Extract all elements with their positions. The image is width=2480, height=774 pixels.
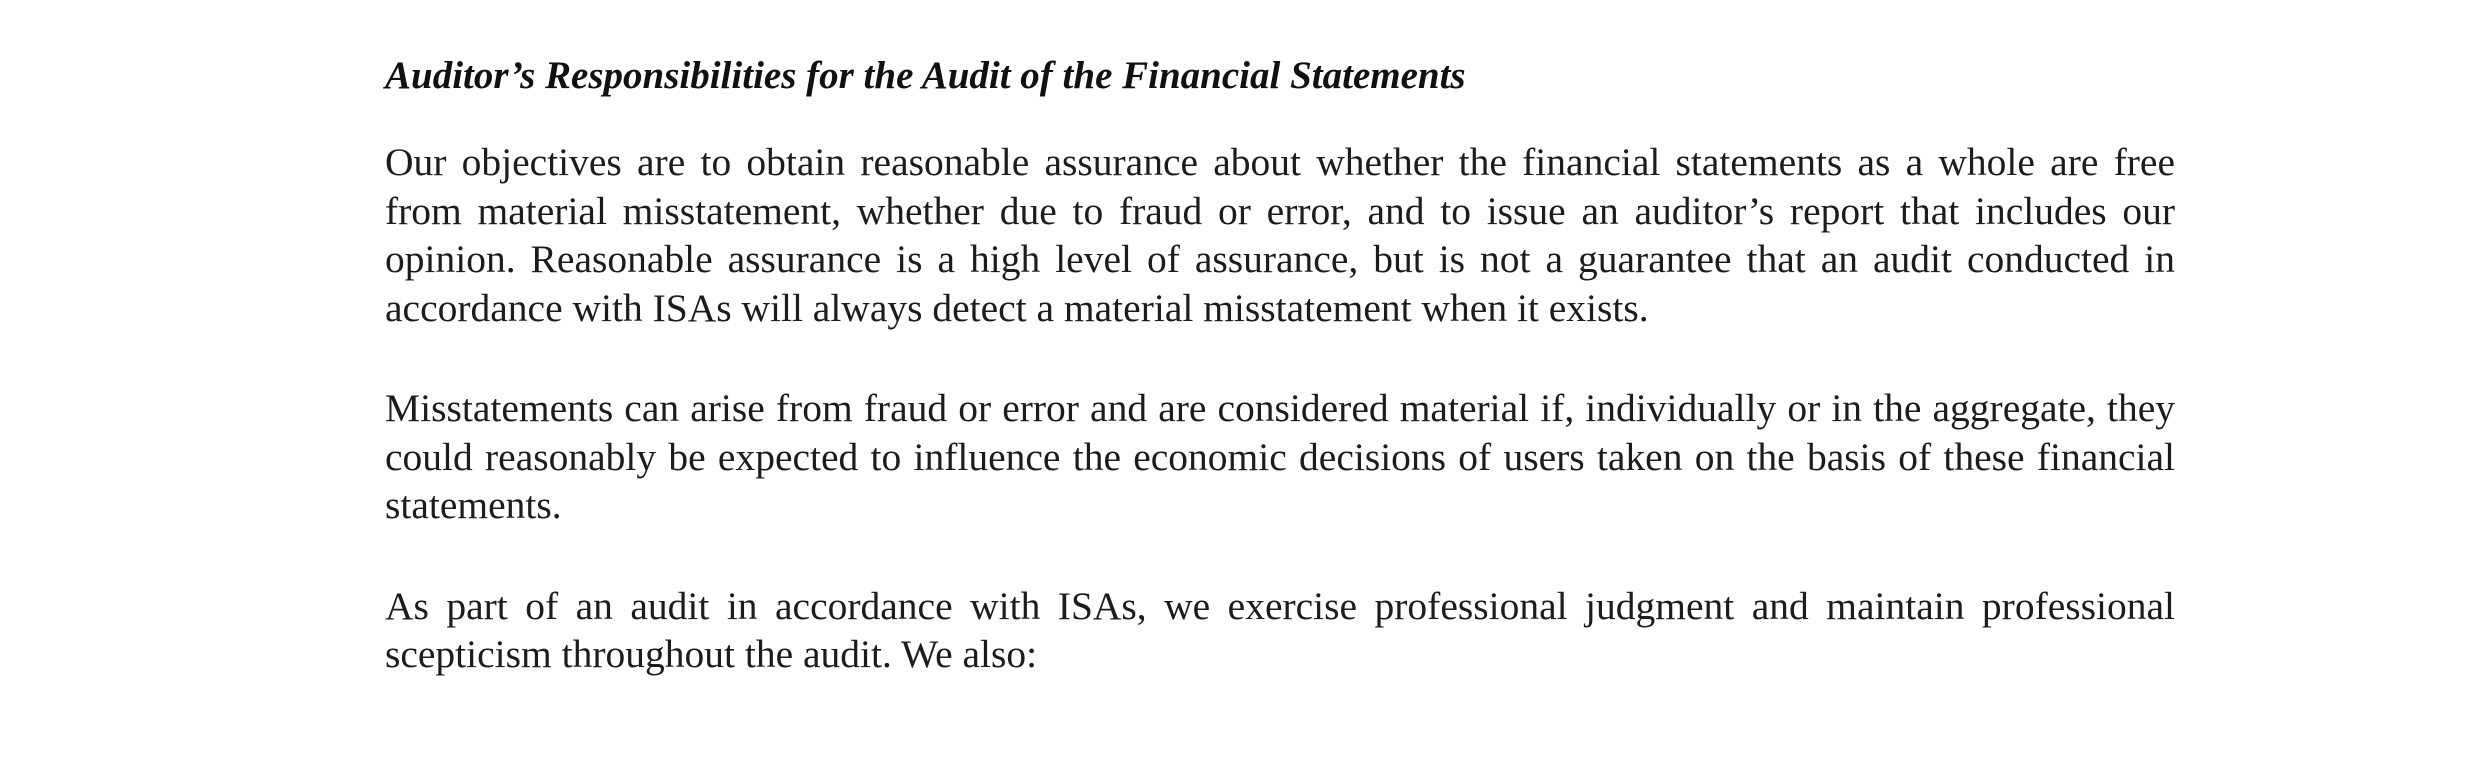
document-page (385, 52, 2175, 679)
section-heading: Auditor’s Responsibilities for the Audit of the Financial Statements (385, 54, 1466, 97)
paragraph-audit-approach: As part of an audit in accordance with ISAs, we exercise professional judgment and maintain professional scepticism throughout the audit. We also: (385, 583, 2175, 676)
paragraph-objectives: Our objectives are to obtain reasonable assurance about whether the financial statements as a whole are free from material misstatement, whether due to fraud or error, and to issue an auditor’s report that includes our opinion. Reasonable assurance is a high level of assurance, but is not a guarantee that an audit conducted in accordance with ISAs will always detect a material misstatement when it exists. (385, 140, 2175, 330)
paragraph-misstatements: Misstatements can arise from fraud or error and are considered material if, individually or in the aggregate, they could reasonably be expected to influence the economic decisions of users taken on the basis of these financial statements. (385, 386, 2175, 527)
